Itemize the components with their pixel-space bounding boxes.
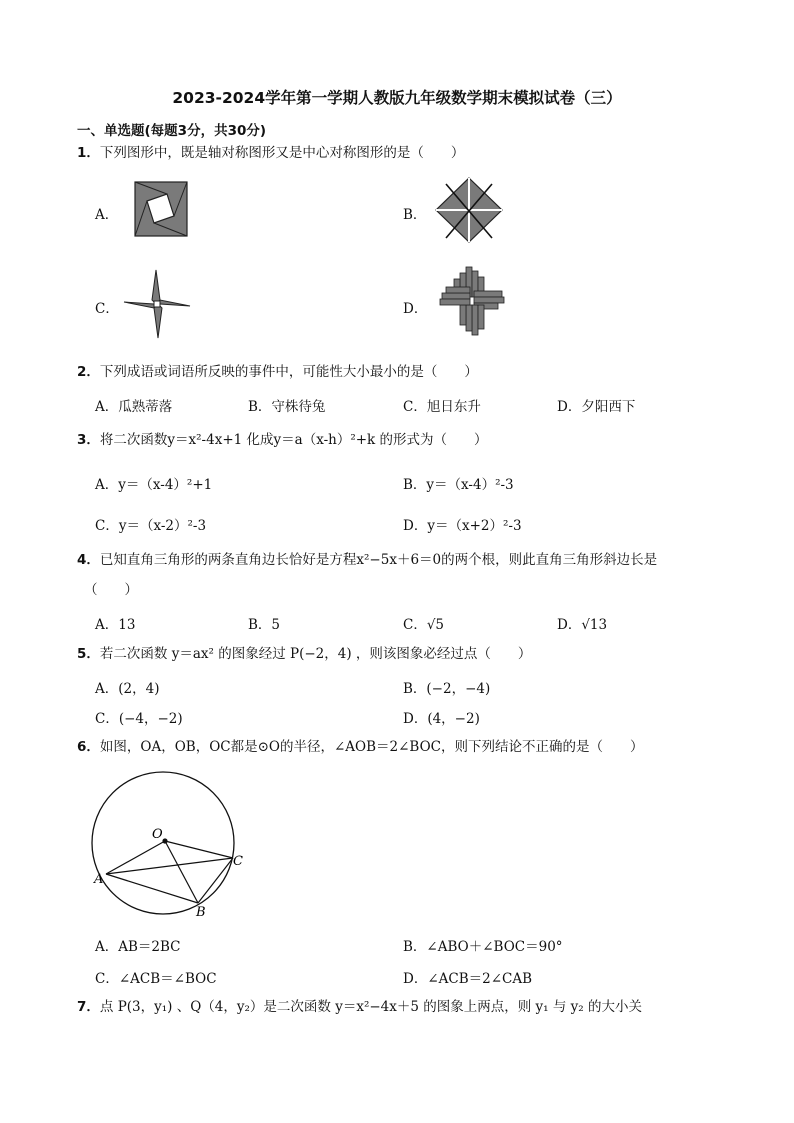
label-c: C — [233, 854, 243, 869]
question-number: 4． — [77, 552, 100, 568]
option-b: B．∠ABO＋∠BOC＝90° — [403, 939, 563, 955]
question-number: 6． — [77, 739, 100, 755]
label-o: O — [152, 827, 163, 842]
option-b: B．5 — [248, 617, 281, 633]
question-text: 若二次函数 y＝ax² 的图象经过 P(−2，4) ，则该图象必经过点（ ） — [99, 646, 532, 662]
question-4 — [77, 550, 657, 570]
question-text: 已知直角三角形的两条直角边长恰好是方程x²−5x＋6＝0的两个根，则此直角三角形斜边长是 — [99, 552, 658, 568]
option-a: A．瓜熟蒂落 — [95, 399, 173, 415]
label-b: B — [196, 905, 206, 920]
question-4-blank: （ ） — [84, 582, 138, 598]
question-number: 7． — [77, 999, 100, 1015]
option-d: D．y＝（x+2）²-3 — [403, 518, 522, 534]
option-c: C．(−4，−2) — [95, 711, 183, 727]
option-d: D．夕阳西下 — [557, 399, 636, 415]
figure-diamond-cross — [434, 176, 504, 244]
question-5 — [77, 644, 531, 664]
option-c-label: C． — [95, 301, 119, 317]
question-3 — [77, 430, 488, 450]
section-heading: 一、单选题(每题3分，共30分) — [77, 123, 267, 139]
question-2 — [77, 362, 478, 382]
question-6 — [77, 737, 644, 757]
option-b: B．y＝（x-4）²-3 — [403, 477, 514, 493]
option-b: B．守株待兔 — [248, 399, 326, 415]
option-a: A．y＝（x-4）²+1 — [95, 477, 213, 493]
question-number: 2． — [77, 364, 100, 380]
option-b: B．(−2，−4) — [403, 681, 491, 697]
figure-pinwheel-star — [122, 268, 192, 340]
question-number: 3． — [77, 432, 100, 448]
figure-bar-pattern — [438, 265, 506, 337]
option-a: A．AB＝2BC — [95, 939, 181, 955]
option-d: D．∠ACB＝2∠CAB — [403, 971, 533, 987]
question-number: 5． — [77, 646, 100, 662]
question-1 — [77, 143, 464, 163]
question-text: 如图，OA，OB，OC都是⊙O的半径，∠AOB＝2∠BOC，则下列结论不正确的是（ ） — [99, 739, 644, 755]
question-text: 将二次函数y＝x²-4x+1 化成y＝a（x-h）²+k 的形式为（ ） — [99, 432, 488, 448]
option-c: C．∠ACB＝∠BOC — [95, 971, 217, 987]
option-c: C．√5 — [403, 617, 445, 633]
question-number: 1． — [77, 145, 100, 161]
circle-diagram — [90, 770, 250, 920]
option-d-label: D． — [403, 301, 428, 317]
question-text: 下列成语或词语所反映的事件中，可能性大小最小的是（ ） — [99, 364, 478, 380]
question-text: 点 P(3，y₁) 、Q（4，y₂）是二次函数 y＝x²−4x＋5 的图象上两点，则 y₁ 与 y₂ 的大小关 — [99, 999, 643, 1015]
question-text: 下列图形中，既是轴对称图形又是中心对称图形的是（ ） — [99, 145, 465, 161]
label-a: A — [94, 872, 104, 887]
option-a-label: A． — [95, 207, 119, 223]
option-a: A．13 — [95, 617, 136, 633]
option-a: A．(2，4) — [95, 681, 160, 697]
page-title: 2023-2024学年第一学期人教版九年级数学期末模拟试卷（三） — [172, 89, 622, 107]
figure-square-pinwheel — [132, 180, 190, 240]
question-7 — [77, 997, 642, 1017]
option-b-label: B． — [403, 207, 427, 223]
option-c: C．y＝（x-2）²-3 — [95, 518, 207, 534]
option-c: C．旭日东升 — [403, 399, 481, 415]
option-d: D．√13 — [557, 617, 608, 633]
option-d: D．(4，−2) — [403, 711, 480, 727]
